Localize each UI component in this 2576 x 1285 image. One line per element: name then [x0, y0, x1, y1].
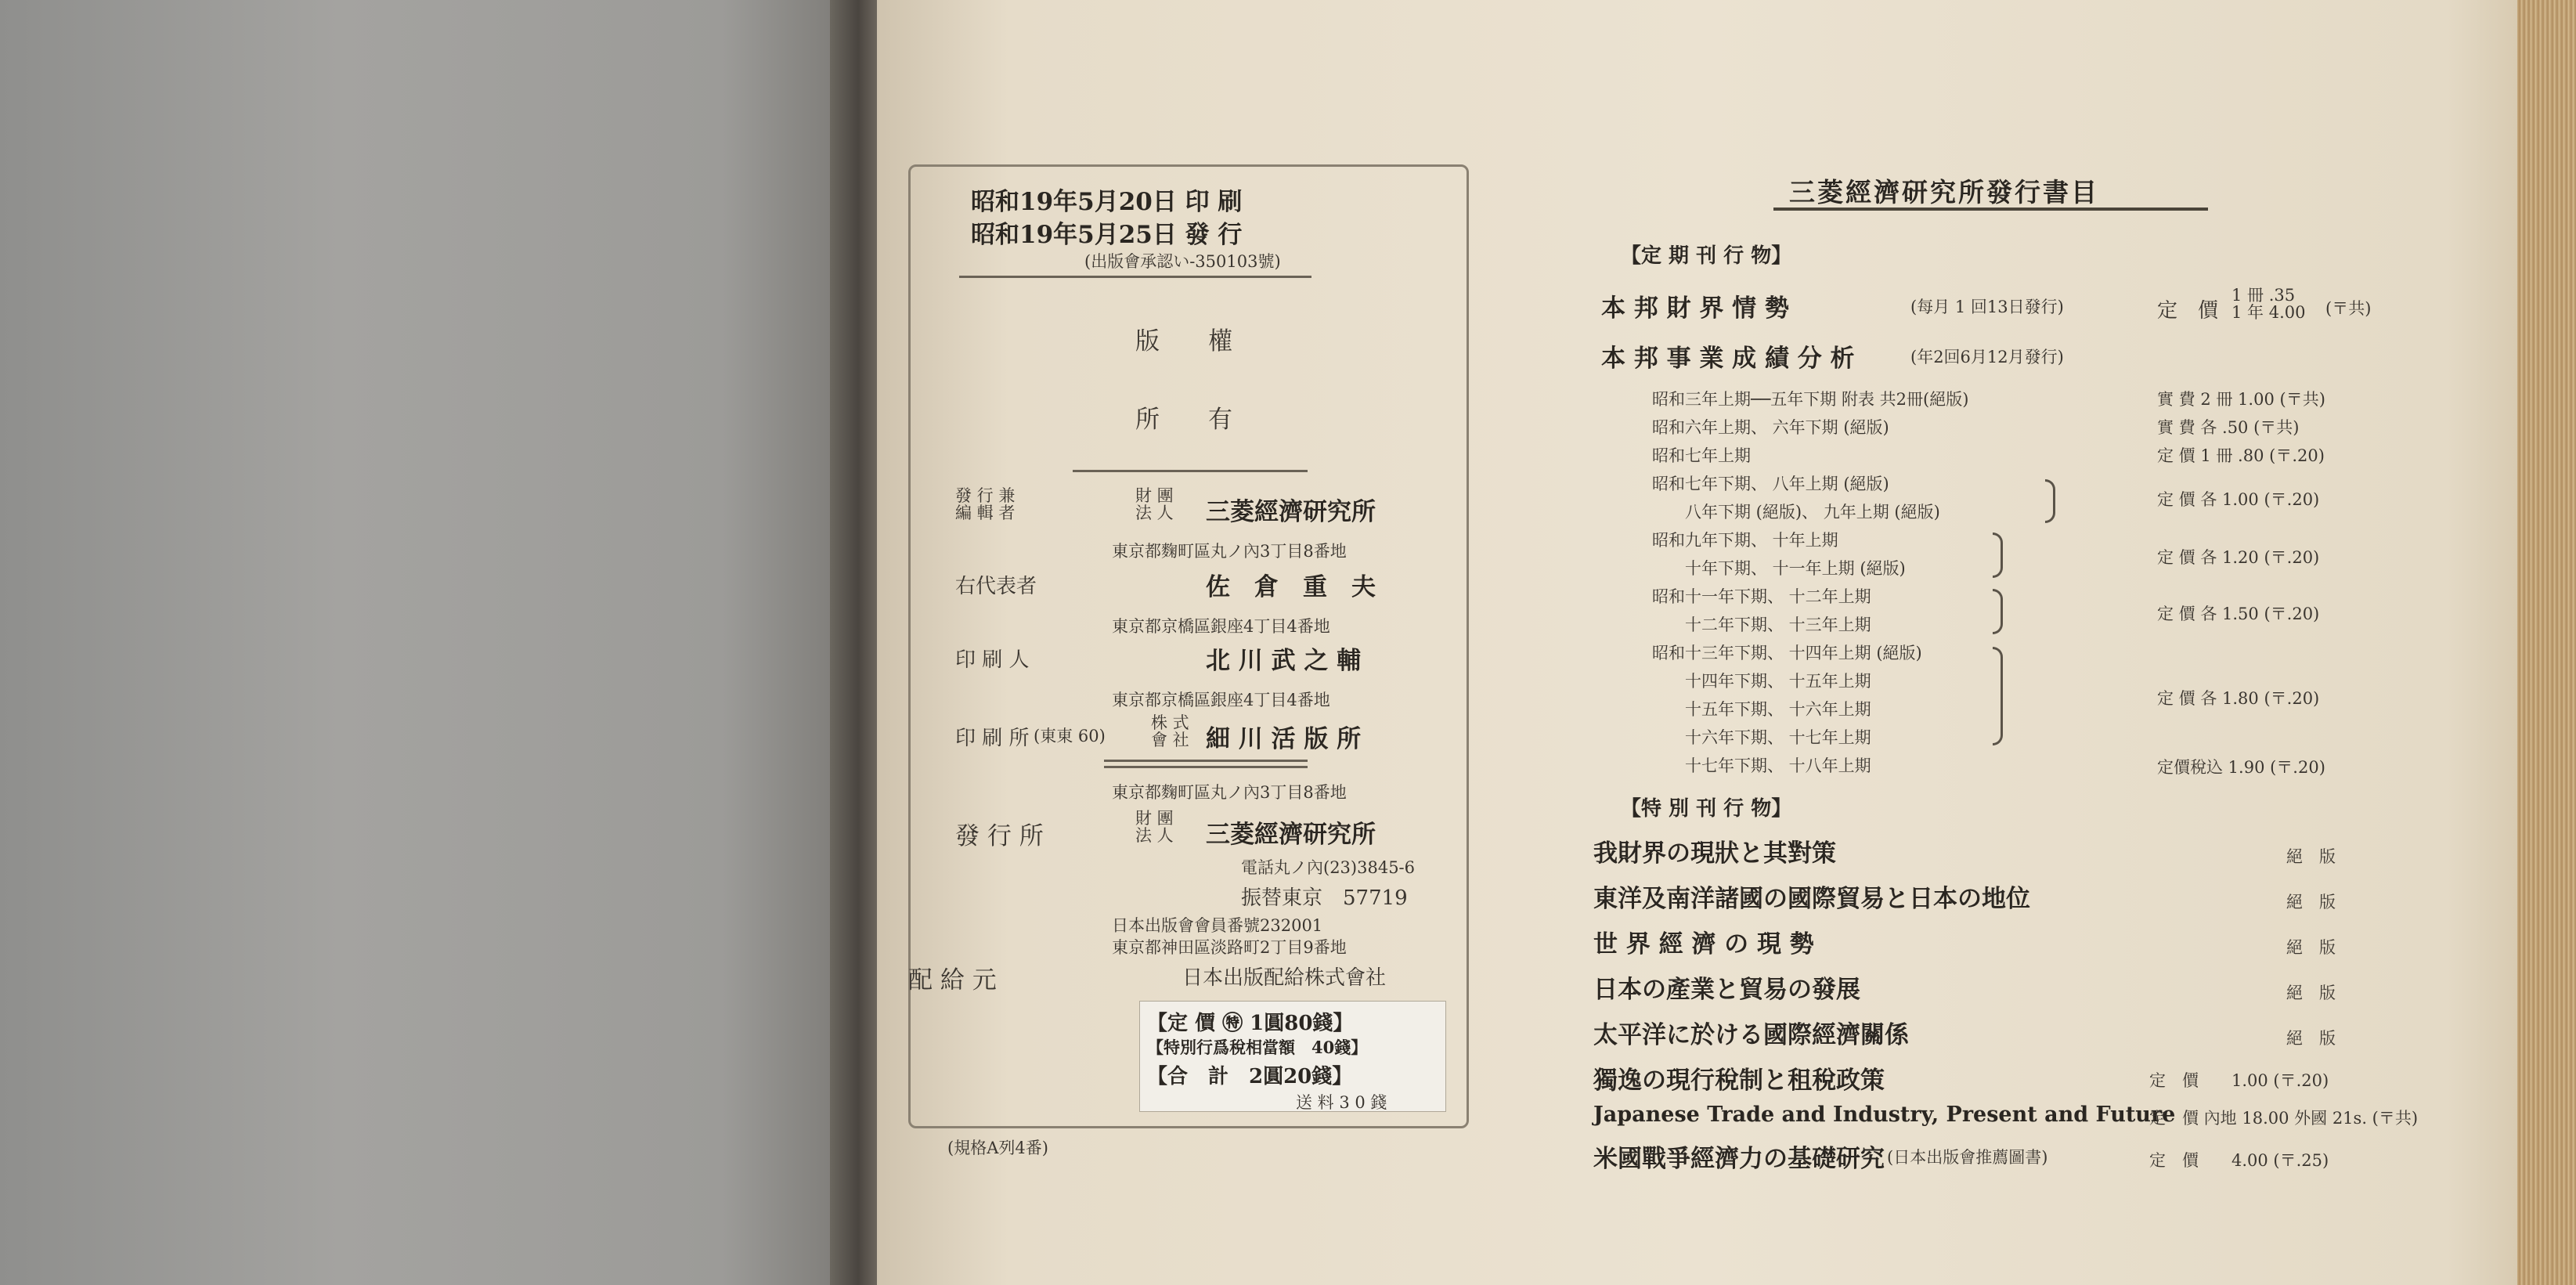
business-row-period: 昭和七年上期: [1652, 446, 1751, 465]
periodical-price-label: 定 價: [2157, 299, 2219, 323]
periodicals-header: 【定 期 刊 行 物】: [1621, 244, 1792, 268]
address-1: 東京都麴町區丸ノ內3丁目8番地: [1112, 542, 1347, 561]
institute-name: 三菱經濟研究所: [1206, 498, 1376, 526]
print-shop-name: 細 川 活 版 所: [1206, 725, 1362, 753]
price-special-tax: 【特別行爲稅相當額 40錢】: [1147, 1038, 1368, 1057]
business-row-period: 八年下期 (絕版)、 九年上期 (絕版): [1652, 503, 1940, 522]
print-date: 昭和19年5月20日 印 刷: [971, 188, 1243, 216]
business-row-price: 定 價 1 冊 .80 (〒.20): [2157, 446, 2325, 465]
left-page: [0, 0, 850, 1285]
business-row-price: 實 費 2 冊 1.00 (〒共): [2157, 390, 2325, 409]
business-row-price: 實 費 各 .50 (〒共): [2157, 418, 2300, 437]
business-row-period: 昭和三年上期──五年下期 附表 共2冊(絕版): [1652, 390, 1969, 409]
divider: [1104, 760, 1308, 762]
business-row-period: 十六年下期、 十七年上期: [1652, 728, 1871, 747]
business-row-period: 十七年下期、 十八年上期: [1652, 756, 1871, 775]
business-row-period: 昭和九年下期、 十年上期: [1652, 531, 1838, 550]
paper-format: (規格A列4番): [947, 1139, 1048, 1157]
address-2: 東京都京橋區銀座4丁目4番地: [1112, 617, 1330, 636]
printer-name: 北 川 武 之 輔: [1206, 647, 1362, 675]
special-note: (日本出版會推薦圖書): [1887, 1148, 2048, 1167]
catalog-title: 三菱經濟研究所發行書目: [1789, 177, 2099, 208]
special-title: 日本の產業と貿易の發展: [1593, 976, 1860, 1004]
kabushiki-kaisha: 株 式 會 社: [1151, 713, 1189, 749]
business-row-price: 定 價 各 1.50 (〒.20): [2157, 605, 2320, 623]
bracket: [1993, 532, 2003, 578]
special-title: 世 界 經 濟 の 現 勢: [1593, 930, 1814, 958]
special-title: 東洋及南洋諸國の國際貿易と日本の地位: [1593, 885, 2030, 913]
business-row-period: 昭和六年上期、 六年下期 (絕版): [1652, 418, 1889, 437]
periodical-title: 本 邦 財 界 情 勢: [1601, 294, 1789, 323]
periodical-price-detail: 1 冊 .35 1 年 4.00: [2231, 286, 2306, 322]
special-title: 太平洋に於ける國際經濟關係: [1593, 1021, 1909, 1049]
business-row-period: 十年下期、 十一年上期 (絕版): [1652, 559, 1906, 578]
special-title: 我財界の現狀と其對策: [1593, 839, 1836, 868]
bracket: [1993, 589, 2003, 634]
special-status: 絕 版: [2286, 938, 2336, 957]
periodical-title: 本 邦 事 業 成 績 分 析: [1601, 345, 1855, 373]
printer-label: 印 刷 人: [955, 648, 1030, 672]
copyright-line-2: 所 有: [1135, 406, 1232, 434]
special-title: 獨逸の現行稅制と租稅政策: [1593, 1067, 1885, 1095]
address-5: 東京都神田區淡路町2丁目9番地: [1112, 938, 1347, 957]
print-shop-label: 印 刷 所: [955, 727, 1030, 750]
bracket: [1993, 647, 2003, 745]
periodical-note: (每月 1 回13日發行): [1910, 298, 2064, 316]
business-row-period: 昭和十一年下期、 十二年上期: [1652, 587, 1871, 606]
business-row-period: 十五年下期、 十六年上期: [1652, 700, 1871, 719]
special-status: 絕 版: [2286, 984, 2336, 1002]
business-row-period: 十四年下期、 十五年上期: [1652, 672, 1871, 691]
representative-name: 佐 倉 重 夫: [1206, 573, 1376, 601]
phone-number: 電話丸ノ內(23)3845-6: [1241, 858, 1416, 877]
price-total: 【合 計 2圓20錢】: [1147, 1065, 1353, 1088]
business-row-period: 昭和十三年下期、 十四年上期 (絕版): [1652, 644, 1922, 662]
business-row-period: 昭和七年下期、 八年上期 (絕版): [1652, 475, 1889, 493]
address-4: 東京都麴町區丸ノ內3丁目8番地: [1112, 783, 1347, 802]
business-row-price: 定 價 各 1.00 (〒.20): [2157, 490, 2320, 509]
business-row-price: 定價稅込 1.90 (〒.20): [2157, 758, 2325, 777]
business-row-price: 定 價 各 1.80 (〒.20): [2157, 689, 2320, 708]
divider: [1073, 470, 1308, 472]
periodical-note: (年2回6月12月發行): [1910, 348, 2064, 366]
bracket: [2045, 479, 2055, 523]
special-title-english: Japanese Trade and Industry, Present and Future: [1593, 1103, 2176, 1127]
special-status: 定 價 1.00 (〒.20): [2149, 1071, 2329, 1090]
special-status: 絕 版: [2286, 847, 2336, 866]
member-number: 日本出版會會員番號232001: [1112, 916, 1323, 935]
special-status: 定 價 內地 18.00 外國 21s. (〒共): [2149, 1109, 2419, 1128]
zaidan-hojin-2: 財 團 法 人: [1135, 809, 1174, 845]
postage: 送 料 3 0 錢: [1296, 1093, 1387, 1112]
special-status: 絕 版: [2286, 893, 2336, 911]
publisher-name: 三菱經濟研究所: [1206, 821, 1376, 849]
special-status: 定 價 4.00 (〒.25): [2149, 1151, 2329, 1170]
distributor-label: 配 給 元: [908, 966, 997, 994]
zaidan-hojin: 財 團 法 人: [1135, 486, 1174, 522]
print-shop-code: (東東 60): [1034, 727, 1106, 745]
copyright-line-1: 版 權: [1135, 327, 1232, 356]
business-row-period: 十二年下期、 十三年上期: [1652, 615, 1871, 634]
special-title: 米國戰爭經濟力の基礎研究: [1593, 1145, 1885, 1173]
address-3: 東京都京橋區銀座4丁目4番地: [1112, 691, 1330, 709]
periodical-tax: (〒共): [2325, 299, 2372, 318]
price-base: 【定 價 ㊕ 1圓80錢】: [1147, 1012, 1354, 1035]
page-edges: [2517, 0, 2576, 1285]
transfer-account: 振替東京 57719: [1241, 886, 1408, 910]
divider: [959, 276, 1311, 278]
business-row-price: 定 價 各 1.20 (〒.20): [2157, 548, 2320, 567]
approval-number: (出版會承認い-350103號): [1084, 252, 1281, 271]
publisher-label: 發 行 所: [955, 822, 1044, 850]
special-header: 【特 別 刊 行 物】: [1621, 797, 1792, 821]
divider: [1104, 766, 1308, 768]
representative-label: 右代表者: [955, 575, 1037, 598]
publish-date: 昭和19年5月25日 發 行: [971, 221, 1243, 249]
special-status: 絕 版: [2286, 1029, 2336, 1048]
distributor-name: 日本出版配給株式會社: [1182, 966, 1387, 990]
publisher-editor-label: 發 行 兼 編 輯 者: [955, 486, 1016, 522]
